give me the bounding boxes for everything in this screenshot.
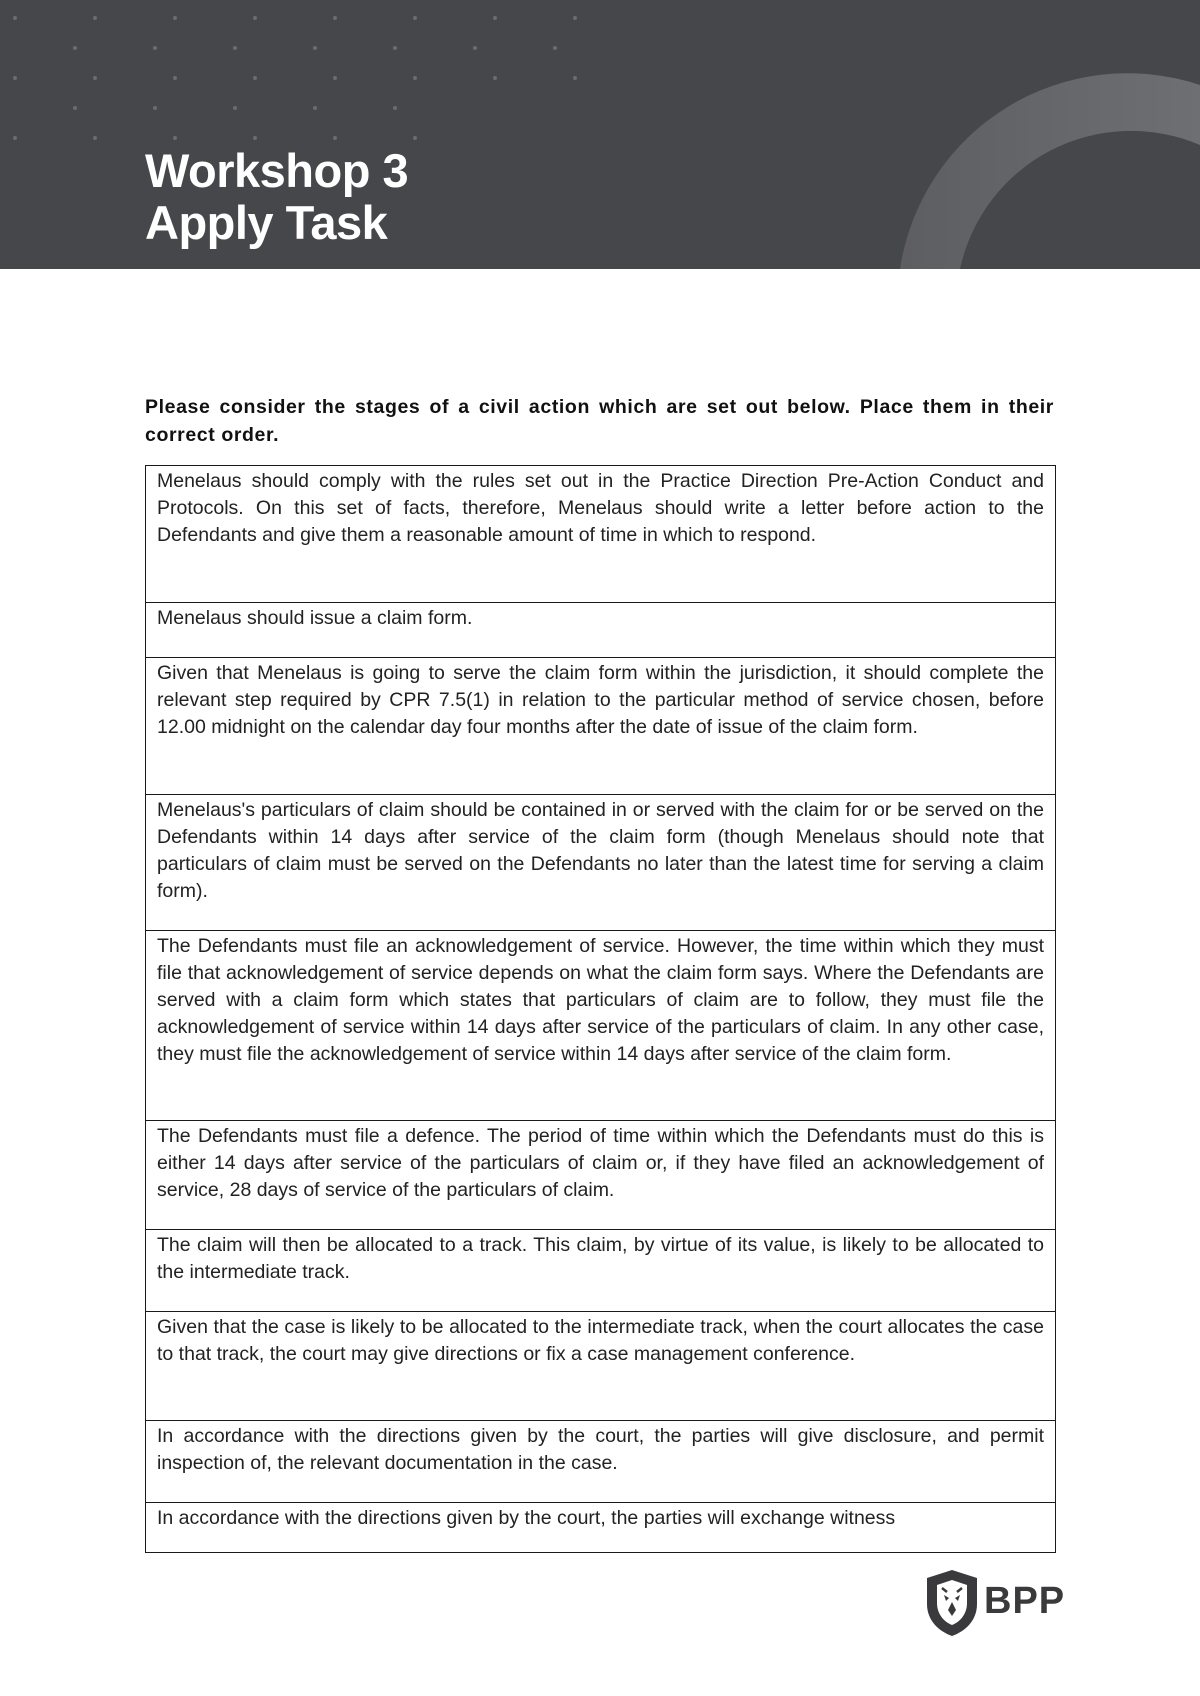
banner-dot [393,46,397,50]
stage-cell: The Defendants must file a defence. The period of time within which the Defendants must do this is either 14 days after service of the particulars of claim or, if they have filed an acknowledgement of service, 28 days of service of the particulars of claim. [146,1121,1056,1230]
stage-cell: The claim will then be allocated to a track. This claim, by virtue of its value, is likely to be allocated to the intermediate track. [146,1230,1056,1312]
table-row [146,603,1056,658]
banner-dot [573,76,577,80]
table-row [146,1503,1056,1553]
banner-dot [93,136,97,140]
banner-dot [13,16,17,20]
stage-cell: The Defendants must file an acknowledgement of service. However, the time within which they must file that acknowledgement of service depends on what the claim form says. Where the Defendants are served with a claim form which states that particulars of claim are to follow, they must file the acknowledgement of service within 14 days after service of the particulars of claim. In any other case, they must file the acknowledgement of service within 14 days after service of the claim form. [146,931,1056,1121]
stage-cell: Menelaus should comply with the rules set out in the Practice Direction Pre-Action Conduct and Protocols. On this set of facts, therefore, Menelaus should write a letter before action to the Defendants and give them a reasonable amount of time in which to respond. [146,466,1056,603]
banner-dot [413,16,417,20]
banner-dot [173,76,177,80]
banner-dot [413,76,417,80]
banner-dot [13,76,17,80]
banner-dot [333,76,337,80]
banner-dot [233,46,237,50]
stage-cell: In accordance with the directions given by the court, the parties will give disclosure, and permit inspection of, the relevant documentation in the case. [146,1421,1056,1503]
table-row [146,1312,1056,1421]
banner-dot [93,76,97,80]
lion-shield-icon [922,1568,982,1638]
banner-dot [393,106,397,110]
banner-dot [553,46,557,50]
bpp-logo [922,1568,1066,1638]
banner-dot [253,136,257,140]
table-row [146,795,1056,931]
stage-cell: Menelaus should issue a claim form. [146,603,1056,658]
stage-cell: Menelaus's particulars of claim should be contained in or served with the claim for or be served on the Defendants within 14 days after service of the claim form (though Menelaus should note that particulars of claim must be served on the Defendants no later than the latest time for serving a claim form). [146,795,1056,931]
banner-dot [493,16,497,20]
table-row [146,658,1056,795]
banner-dot [573,16,577,20]
table-row [146,931,1056,1121]
banner-dot [153,106,157,110]
banner-dot [253,16,257,20]
table-row [146,1421,1056,1503]
banner-dot [93,16,97,20]
banner-dot [13,136,17,140]
banner-dot [173,136,177,140]
banner-dot [413,136,417,140]
banner-dot [333,16,337,20]
banner-dot [73,46,77,50]
table-row [146,466,1056,603]
table-row [146,1121,1056,1230]
logo-text: BPP [984,1580,1066,1622]
stage-cell: Given that Menelaus is going to serve the claim form within the jurisdiction, it should complete the relevant step required by CPR 7.5(1) in relation to the particular method of service chosen, before 12.00 midnight on the calendar day four months after the date of issue of the claim form. [146,658,1056,795]
banner-dot [473,46,477,50]
table-row [146,1230,1056,1312]
banner-dot [313,106,317,110]
banner-dot [253,76,257,80]
banner-dot [173,16,177,20]
page-title [145,145,408,249]
banner-dot [233,106,237,110]
banner-dot [493,76,497,80]
header-banner [0,0,1200,269]
banner-dot [153,46,157,50]
stages-table [145,465,1056,1553]
title-line-2: Apply Task [145,196,388,249]
banner-dot [73,106,77,110]
banner-dot [333,136,337,140]
title-line-1: Workshop 3 [145,144,409,197]
banner-dot [313,46,317,50]
instruction-text: Please consider the stages of a civil action which are set out below. Place them in their correct order. [145,396,1054,446]
banner-dot-pattern [0,0,620,150]
stage-cell: Given that the case is likely to be allocated to the intermediate track, when the court allocates the case to that track, the court may give directions or fix a case management conference. [146,1312,1056,1421]
stage-cell: In accordance with the directions given by the court, the parties will exchange witness [146,1503,1056,1553]
